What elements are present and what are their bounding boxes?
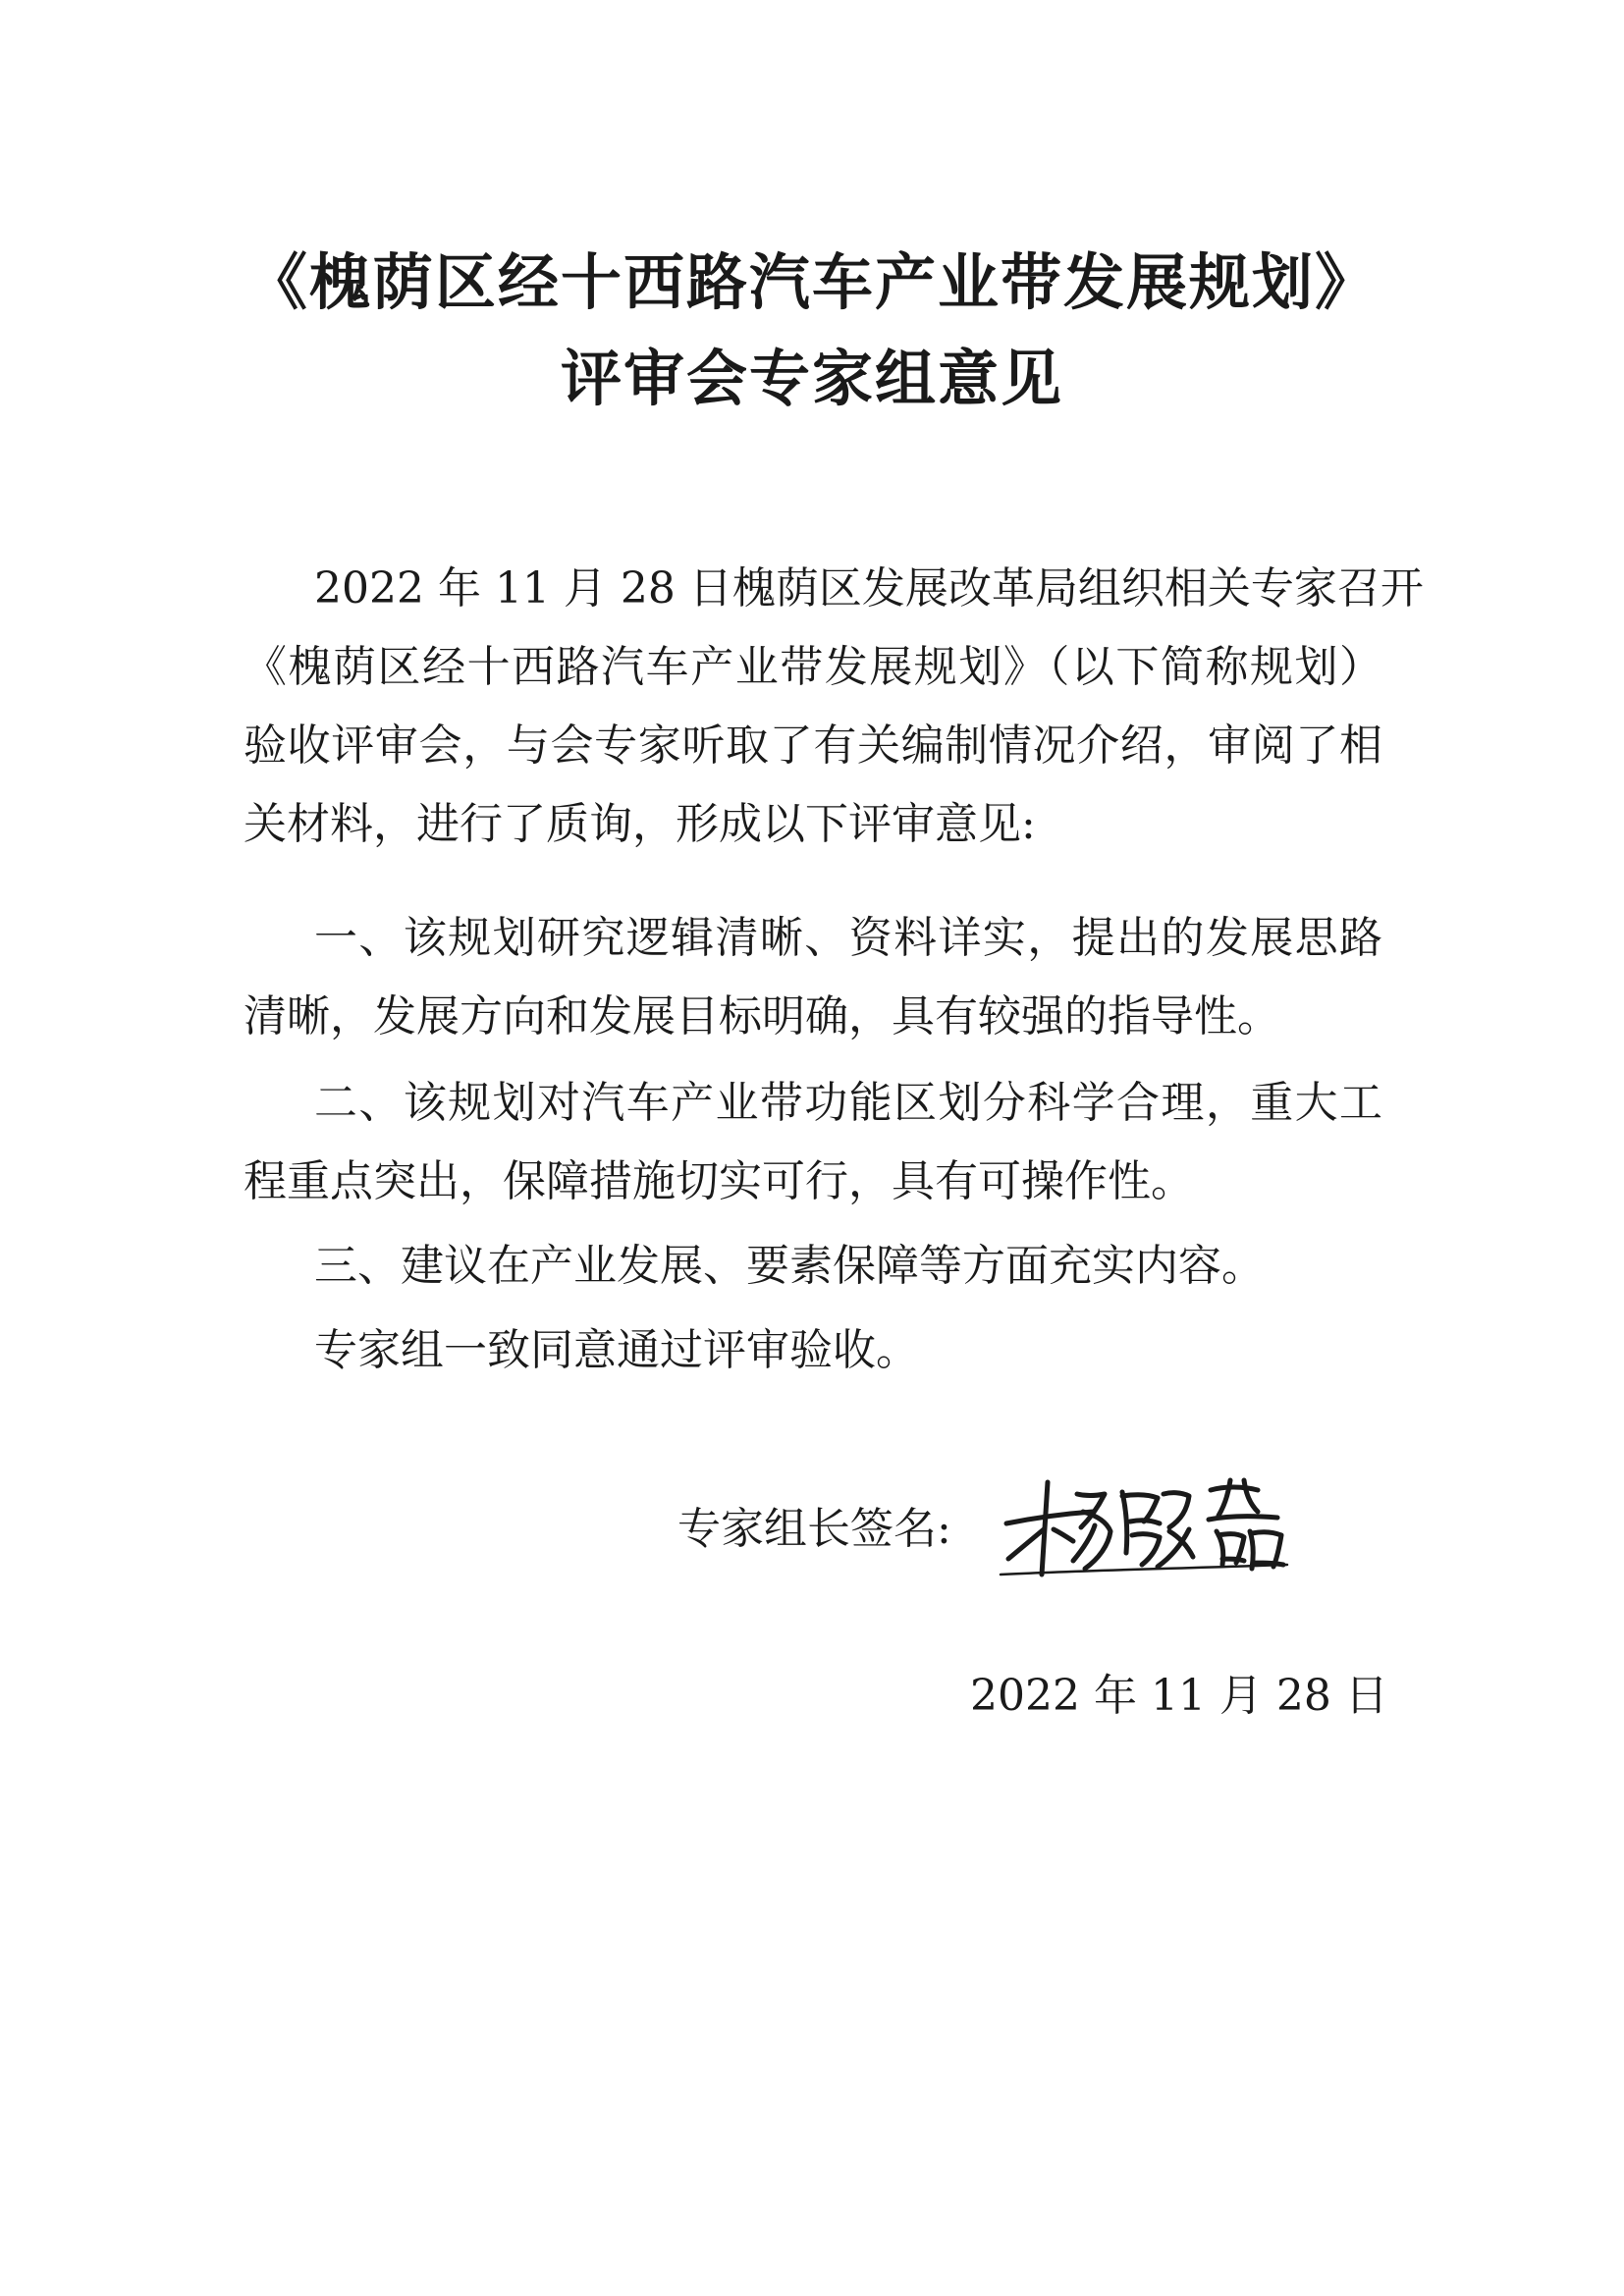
opinion-1-line-2: 清晰，发展方向和发展目标明确，具有较强的指导性。 [244,991,1280,1041]
paragraph-1-line-2: 《槐荫区经十西路汽车产业带发展规划》（以下简称规划） [244,642,1382,692]
document-title-line-2: 评审会专家组意见 [560,343,1063,414]
paragraph-1-line-1: 2022 年 11 月 28 日槐荫区发展改革局组织相关专家召开 [314,563,1424,614]
signature-label: 专家组长签名: [677,1504,951,1554]
document-title-line-1: 《槐荫区经十西路汽车产业带发展规划》 [245,246,1378,318]
opinion-2-line-1: 二、该规划对汽车产业带功能区划分科学合理，重大工 [314,1078,1382,1128]
handwritten-signature [997,1472,1291,1580]
paragraph-1-line-4: 关材料，进行了质询，形成以下评审意见: [244,799,1036,849]
conclusion-text: 专家组一致同意通过评审验收。 [314,1325,919,1375]
document-date: 2022 年 11 月 28 日 [970,1671,1388,1721]
opinion-3: 三、建议在产业发展、要素保障等方面充实内容。 [314,1241,1265,1291]
paragraph-1-line-3: 验收评审会，与会专家听取了有关编制情况介绍，审阅了相 [244,721,1382,771]
opinion-1-line-1: 一、该规划研究逻辑清晰、资料详实，提出的发展思路 [314,913,1382,963]
opinion-2-line-2: 程重点突出，保障措施切实可行，具有可操作性。 [244,1156,1194,1206]
